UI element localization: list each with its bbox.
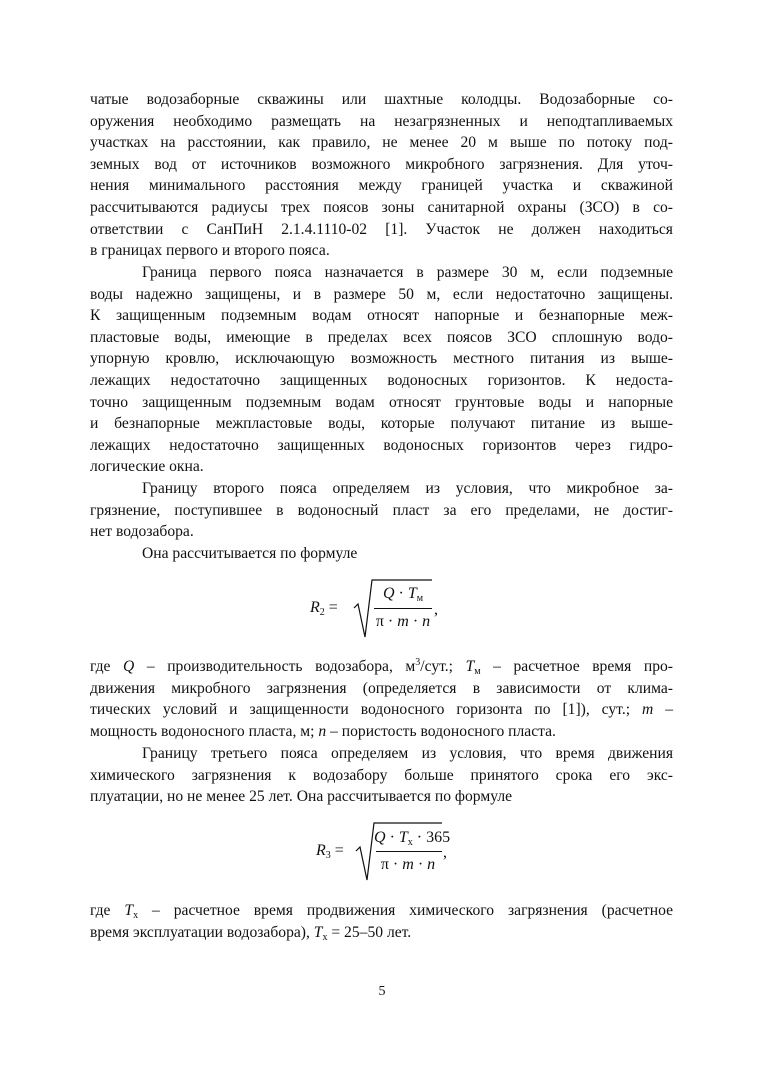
- text-line: грязнение, поступившее в водоносный пласт за его пределами, не достиг-: [90, 501, 673, 519]
- text-line: ответствии с СанПиН 2.1.4.1110-02 [1]. Участок не должен находиться: [90, 220, 673, 238]
- formula-r3-denominator: π · m · n: [380, 856, 436, 873]
- text-line: тических условий и защищенности водоносного горизонта по [1]), сут.; m –: [90, 701, 673, 719]
- text-line: движения микробного загрязнения (определяется в зависимости от клима-: [90, 679, 673, 697]
- text-line: воды надежно защищены, и в размере 50 м, если недостаточно защищены.: [90, 285, 673, 303]
- formula-r3-numerator: $Q \cdot T_х \cdot 365$: [374, 829, 451, 848]
- text-line: химического загрязнения к водозабору больше принятого срока его экс-: [90, 766, 673, 784]
- text-line: плуатации, но не менее 25 лет. Она рассчитывается по формуле: [90, 788, 513, 806]
- text-line: участках на расстоянии, как правило, не менее 20 м выше по потоку под-: [90, 134, 673, 152]
- text-line: где $T_х$ – расчетное время продвижения химического загрязнения (расчетное: [90, 902, 673, 921]
- text-line: Граница первого пояса назначается в размере 30 м, если подземные: [142, 264, 673, 281]
- text-line: время эксплуатации водозабора), $T_х = 25-50$ лет.: [90, 923, 412, 943]
- formula-r2-denominator: π · m · n: [375, 613, 431, 630]
- text-line: пластовые воды, имеющие в пределах всех поясов ЗСО сплошную водо-: [90, 328, 673, 346]
- text-line: чатые водозаборные скважины или шахтные колодцы. Водозаборные со-: [90, 91, 673, 108]
- text-line: оружения необходимо размещать на незагрязненных и неподтапливаемых: [90, 112, 673, 130]
- paragraph-7: [90, 900, 673, 943]
- formula-r2-lhs: $R_2$ =: [310, 599, 338, 618]
- text-line: К защищенным подземным водам относят напорные и безнапорные меж-: [90, 307, 673, 325]
- formula-r3-comma: ,: [443, 844, 447, 861]
- text-line: лежащих недостаточно защищенных водоносных горизонтов. К недоста-: [90, 371, 673, 389]
- text-line: мощность водоносного пласта, м; n – пористость водоносного пласта.: [90, 722, 556, 740]
- formula-r2-comma: ,: [434, 601, 438, 618]
- text-line: логические окна.: [90, 458, 204, 476]
- text-line: Границу третьего пояса определяем из условия, что время движения: [142, 745, 673, 762]
- text-line: Она рассчитывается по формуле: [142, 545, 358, 562]
- formula-r3-lhs: $R_3$ =: [316, 842, 344, 861]
- text-line: где Q – производительность водозабора, $м^3$/сут.; $T_м$ – расчетное время про-: [90, 657, 673, 677]
- text-line: упорную кровлю, исключающую возможность местного питания из выше-: [90, 350, 673, 368]
- text-line: точно защищенным подземным водам относят грунтовые воды и напорные: [90, 393, 673, 411]
- text-line: и безнапорные межпластовые воды, которые получают питание из выше-: [90, 415, 673, 433]
- fraction-bar: [376, 851, 442, 852]
- text-line: нет водозабора.: [90, 523, 194, 541]
- text-line: в границах первого и второго пояса.: [90, 242, 330, 260]
- text-line: рассчитываются радиусы трех поясов зоны санитарной охраны (ЗСО) в со-: [90, 198, 673, 216]
- text-line: лежащих недостаточно защищенных водоносных горизонтов через гидро-: [90, 436, 673, 454]
- text-line: земных вод от источников возможного микробного загрязнения. Для уточ-: [90, 155, 673, 173]
- formula-r2-numerator: $Q \cdot T_м$: [382, 585, 424, 604]
- text-line: Границу второго пояса определяем из условия, что микробное за-: [142, 480, 673, 497]
- page-number: 5: [378, 984, 386, 999]
- text-line: нения минимального расстояния между границей участка и скважиной: [90, 177, 673, 195]
